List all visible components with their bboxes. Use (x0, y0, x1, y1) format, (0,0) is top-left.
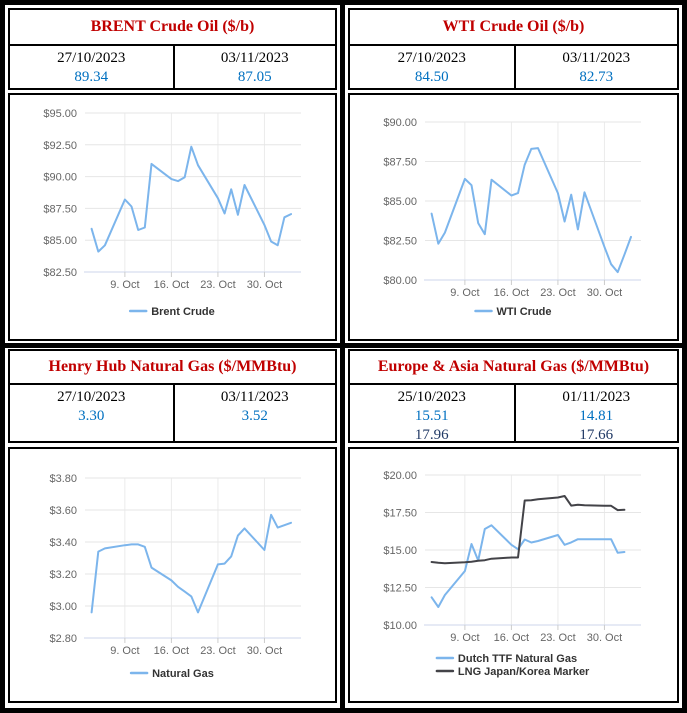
price-value: 84.50 (414, 69, 449, 85)
date-label: 27/10/2023 (57, 389, 126, 405)
y-axis-tick-label: $85.00 (43, 235, 77, 248)
price-value: 89.34 (74, 69, 109, 85)
wti-crude-line-series (432, 148, 631, 272)
date-label: 25/10/2023 (397, 389, 466, 405)
brent-date-cell-1 (10, 46, 173, 88)
y-axis-tick-label: $82.50 (43, 267, 77, 279)
hh-plot (10, 449, 335, 701)
date-label: 03/11/2023 (562, 50, 631, 66)
x-axis-tick-label: 16. Oct (493, 287, 530, 299)
x-axis-tick-label: 23. Oct (200, 645, 236, 657)
x-axis-tick-label: 23. Oct (200, 279, 236, 291)
europe-asia-date-cell-1 (350, 385, 514, 441)
europe-asia-title (348, 349, 679, 385)
x-axis-tick-label: 30. Oct (586, 632, 623, 644)
y-axis-tick-label: $90.00 (43, 171, 77, 184)
brent-date-cell-2 (173, 46, 336, 88)
price-value: 87.05 (237, 69, 272, 85)
y-axis-tick-label: $3.60 (49, 505, 77, 517)
europe-asia-date-cell-2 (514, 385, 678, 441)
vertical-divider (340, 5, 345, 708)
date-label: 27/10/2023 (397, 50, 466, 66)
date-label: 27/10/2023 (57, 50, 126, 66)
brent-chart (8, 93, 337, 341)
price-value: 3.30 (78, 408, 105, 424)
y-axis-tick-label: $2.80 (49, 633, 77, 645)
wti-date-table (348, 44, 679, 90)
x-axis-tick-label: 9. Oct (110, 279, 140, 291)
y-axis-tick-label: $80.00 (383, 275, 417, 287)
x-axis-tick-label: 30. Oct (246, 645, 283, 657)
price-value: 3.52 (241, 408, 268, 424)
wti-chart (348, 93, 679, 341)
europe-asia-title-text: Europe & Asia Natural Gas ($/MMBtu) (377, 358, 650, 375)
henry-hub-chart (8, 447, 337, 703)
y-axis-tick-label: $87.50 (43, 203, 77, 216)
x-axis-tick-label: 16. Oct (493, 632, 530, 644)
x-axis-tick-label: 30. Oct (586, 287, 623, 299)
eur-plot (350, 449, 677, 701)
dutch-ttf-natural-gas-line-series (432, 525, 625, 607)
price-value: 82.73 (579, 69, 614, 85)
brent-title-text: BRENT Crude Oil ($/b) (90, 18, 255, 35)
y-axis-tick-label: $17.50 (383, 507, 417, 520)
y-axis-tick-label: $92.50 (43, 139, 77, 152)
y-axis-tick-label: $3.00 (49, 601, 77, 613)
wti-plot (350, 95, 677, 339)
legend-label: Brent Crude (151, 306, 215, 318)
legend-label: Dutch TTF Natural Gas (457, 653, 578, 665)
brent-plot (10, 95, 335, 339)
y-axis-tick-label: $87.50 (383, 156, 417, 169)
henry-hub-date-table (8, 383, 337, 443)
brent-title (8, 8, 337, 46)
brent-crude-line-series (92, 147, 291, 252)
x-axis-tick-label: 9. Oct (110, 645, 140, 657)
x-axis-tick-label: 9. Oct (450, 632, 480, 644)
y-axis-tick-label: $3.20 (49, 569, 77, 581)
legend-label: Natural Gas (152, 668, 214, 680)
legend-item-dutch-ttf-natural-gas (437, 653, 577, 665)
lng-japan-korea-marker-line-series (432, 496, 625, 563)
y-axis-tick-label: $12.50 (383, 582, 417, 595)
legend-item-brent-crude (130, 306, 215, 318)
price-value: 14.81 (579, 408, 614, 424)
y-axis-tick-label: $20.00 (383, 470, 417, 482)
price-value-2: 17.96 (414, 427, 449, 443)
natural-gas-line-series (92, 515, 291, 613)
x-axis-tick-label: 9. Oct (450, 287, 480, 299)
wti-title-text: WTI Crude Oil ($/b) (442, 18, 585, 35)
date-label: 01/11/2023 (562, 389, 631, 405)
x-axis-tick-label: 23. Oct (540, 632, 576, 644)
henry-hub-title-text: Henry Hub Natural Gas ($/MMBtu) (48, 358, 297, 375)
europe-asia-date-table (348, 383, 679, 443)
y-axis-tick-label: $95.00 (43, 108, 77, 120)
legend-item-lng-japan-korea-marker (437, 666, 590, 678)
y-axis-tick-label: $82.50 (383, 235, 417, 248)
x-axis-tick-label: 16. Oct (153, 645, 190, 657)
y-axis-tick-label: $85.00 (383, 196, 417, 208)
henry-hub-title (8, 349, 337, 385)
date-label: 03/11/2023 (220, 389, 289, 405)
wti-title (348, 8, 679, 46)
y-axis-tick-label: $3.40 (49, 537, 77, 549)
legend-item-natural-gas (131, 668, 214, 680)
price-value-2: 17.66 (579, 427, 614, 443)
henry-hub-date-cell-1 (10, 385, 173, 441)
legend-item-wti-crude (476, 306, 552, 318)
date-label: 03/11/2023 (220, 50, 289, 66)
europe-asia-chart (348, 447, 679, 703)
x-axis-tick-label: 30. Oct (246, 279, 283, 291)
y-axis-tick-label: $3.80 (49, 473, 77, 485)
legend-label: LNG Japan/Korea Marker (457, 666, 590, 678)
legend-label: WTI Crude (496, 306, 552, 318)
y-axis-tick-label: $15.00 (383, 545, 417, 557)
y-axis-tick-label: $10.00 (383, 620, 417, 632)
y-axis-tick-label: $90.00 (383, 117, 417, 129)
x-axis-tick-label: 16. Oct (153, 279, 190, 291)
wti-date-cell-2 (514, 46, 678, 88)
price-value: 15.51 (414, 408, 449, 424)
brent-date-table (8, 44, 337, 90)
horizontal-divider (5, 343, 682, 348)
henry-hub-date-cell-2 (173, 385, 336, 441)
wti-date-cell-1 (350, 46, 514, 88)
x-axis-tick-label: 23. Oct (540, 287, 576, 299)
